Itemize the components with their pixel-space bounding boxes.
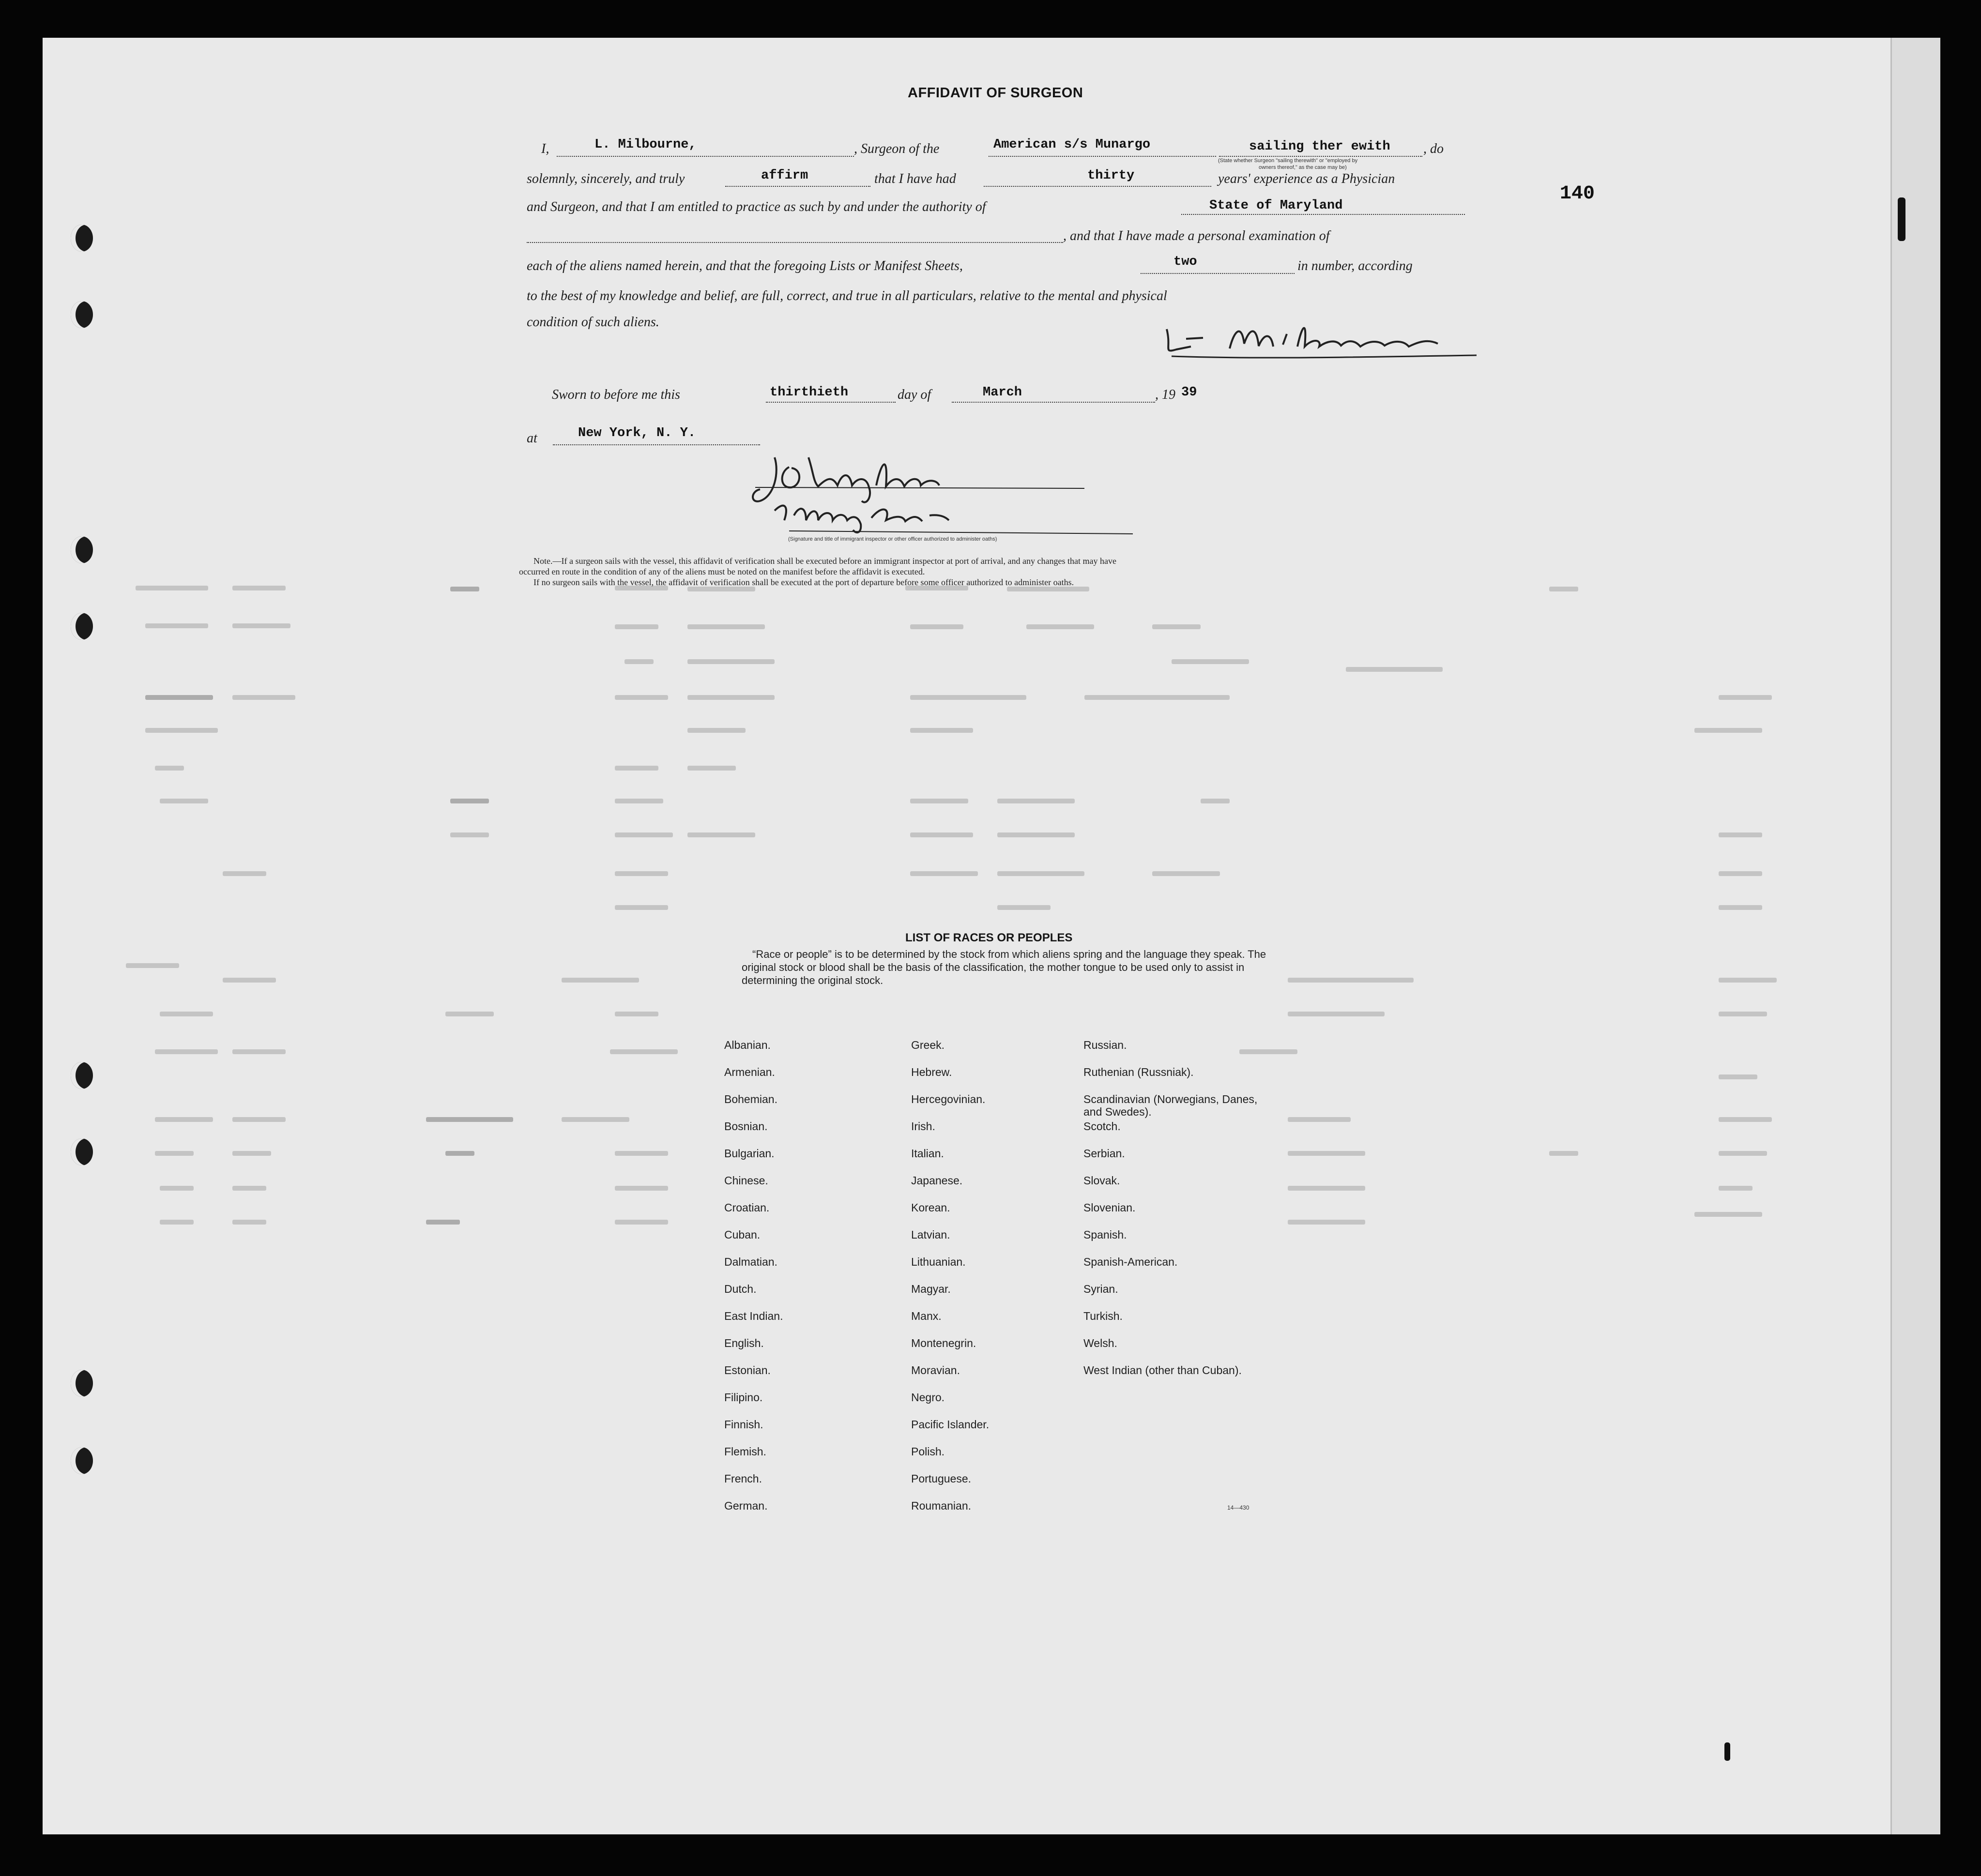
ink-mark [1724, 1742, 1730, 1761]
races-column-3 [1083, 1039, 1263, 1391]
binder-hole [71, 301, 93, 328]
race-item: Flemish. [724, 1445, 766, 1458]
race-item: Ruthenian (Russniak). [1083, 1066, 1194, 1078]
race-item: Greek. [911, 1039, 945, 1051]
race-item: Scandinavian (Norwegians, Danes, and Swedes). [1083, 1093, 1258, 1118]
affidavit-text: to the best of my knowledge and belief, are full, correct, and true in all particulars, relative to the mental and physical [527, 288, 1167, 303]
race-item: French. [724, 1472, 762, 1485]
affidavit-text: I, [541, 141, 549, 156]
authority-line [1181, 214, 1465, 215]
affidavit-text: , 19 [1155, 387, 1175, 402]
surgeon-status: sailing ther ewith [1249, 139, 1390, 154]
affidavit-text: that I have had [874, 171, 956, 186]
race-item: Filipino. [724, 1391, 763, 1404]
ink-mark [1898, 197, 1905, 241]
affidavit-text: day of [898, 387, 931, 402]
race-item: Cuban. [724, 1228, 761, 1241]
authority-continuation-line [527, 242, 1063, 243]
affidavit-text: , Surgeon of the [854, 141, 940, 156]
surgeon-signature [1157, 315, 1486, 363]
sailing-line [1219, 156, 1422, 157]
sworn-month: March [983, 385, 1022, 400]
status-instruction: (State whether Surgeon "sailing therewith" or "employed by [1218, 158, 1358, 164]
sheets-line [1141, 273, 1295, 274]
race-item: Serbian. [1083, 1147, 1125, 1160]
race-item: Slovak. [1083, 1174, 1120, 1187]
race-item: Bosnian. [724, 1120, 768, 1133]
affidavit-text: , and that I have made a personal examination of [1063, 228, 1330, 243]
race-item: Polish. [911, 1445, 945, 1458]
inspector-signature [746, 443, 1143, 540]
years-line [984, 186, 1211, 187]
race-item: Estonian. [724, 1364, 771, 1377]
month-line [952, 402, 1155, 403]
affidavit-text: in number, according [1297, 258, 1413, 273]
race-item: Montenegrin. [911, 1337, 976, 1349]
binder-hole [71, 1138, 93, 1165]
sworn-day: thirthieth [770, 385, 849, 400]
affidavit-note: If no surgeon sails with the vessel, the affidavit of verification shall be executed at the port of departure before some officer authorized to administer oaths. [533, 577, 1074, 587]
binder-hole [71, 1370, 93, 1397]
day-line [766, 402, 896, 403]
affidavit-text: years' experience as a Physician [1218, 171, 1395, 186]
race-item: Magyar. [911, 1283, 951, 1295]
place-line [553, 444, 760, 445]
years-experience: thirty [1087, 168, 1135, 183]
sworn-year: 39 [1181, 385, 1197, 400]
race-item: Spanish. [1083, 1228, 1127, 1241]
race-item: West Indian (other than Cuban). [1083, 1364, 1242, 1377]
race-item: Spanish-American. [1083, 1256, 1178, 1268]
race-item: Turkish. [1083, 1310, 1123, 1322]
affidavit-text: Sworn to before me this [552, 387, 680, 402]
affidavit-text: and Surgeon, and that I am entitled to practice as such by and under the authority of [527, 199, 986, 214]
race-item: Italian. [911, 1147, 944, 1160]
authority-state: State of Maryland [1209, 198, 1343, 213]
sworn-place: New York, N. Y. [578, 426, 696, 440]
page-edge [1890, 38, 1940, 1834]
sheets-count: two [1173, 255, 1197, 269]
binder-hole [71, 536, 93, 563]
binder-hole [71, 613, 93, 640]
affidavit-text: , do [1423, 141, 1444, 156]
race-item: Scotch. [1083, 1120, 1121, 1133]
races-column-1 [724, 1039, 783, 1527]
race-item: Portuguese. [911, 1472, 972, 1485]
race-item: English. [724, 1337, 764, 1349]
affidavit-title: AFFIDAVIT OF SURGEON [908, 85, 1083, 101]
vessel-line [989, 156, 1216, 157]
surgeon-name: L. Milbourne, [594, 137, 697, 152]
affirm-word: affirm [761, 168, 808, 183]
race-item: Slovenian. [1083, 1201, 1136, 1214]
race-item: Dutch. [724, 1283, 757, 1295]
race-item: Manx. [911, 1310, 942, 1322]
race-item: Albanian. [724, 1039, 771, 1051]
race-item: Korean. [911, 1201, 950, 1214]
race-item: Lithuanian. [911, 1256, 966, 1268]
race-item: Bohemian. [724, 1093, 777, 1105]
race-item: Russian. [1083, 1039, 1127, 1051]
affidavit-note: Note.—If a surgeon sails with the vessel, this affidavit of verification shall be executed before an immigrant inspector at port of arrival, and any changes that may have [533, 556, 1116, 566]
form-number: 14—430 [1227, 1504, 1250, 1511]
race-item: Dalmatian. [724, 1256, 777, 1268]
affidavit-text: solemnly, sincerely, and truly [527, 171, 685, 186]
vessel-name: American s/s Munargo [993, 137, 1151, 152]
race-item: Chinese. [724, 1174, 768, 1187]
race-item: Latvian. [911, 1228, 950, 1241]
race-item: Pacific Islander. [911, 1418, 990, 1431]
races-intro-text: “Race or people” is to be determined by the stock from which aliens spring and the language they speak. The original stock or blood shall be the basis of the classification, the mother tongue to be used only to assist in determining the original stock. [742, 948, 1266, 986]
race-item: Bulgarian. [724, 1147, 775, 1160]
race-item: Roumanian. [911, 1499, 972, 1512]
race-item: Hebrew. [911, 1066, 952, 1078]
affidavit-text: at [527, 431, 537, 446]
binder-hole [71, 225, 93, 252]
race-item: Hercegovinian. [911, 1093, 986, 1105]
affidavit-text: condition of such aliens. [527, 315, 659, 330]
races-title: LIST OF RACES OR PEOPLES [905, 931, 1073, 944]
races-intro [742, 948, 1284, 987]
race-item: Irish. [911, 1120, 935, 1133]
races-column-2 [911, 1039, 989, 1527]
race-item: Moravian. [911, 1364, 960, 1377]
race-item: Welsh. [1083, 1337, 1117, 1349]
signature-caption: (Signature and title of immigrant inspector or other officer authorized to administer oaths) [788, 536, 997, 542]
page-number: 140 [1560, 183, 1595, 205]
surgeon-name-line [557, 156, 854, 157]
race-item: Negro. [911, 1391, 945, 1404]
affidavit-note: occurred en route in the condition of any of the aliens must be noted on the manifest before the affidavit is executed. [519, 567, 925, 576]
race-item: German. [724, 1499, 768, 1512]
race-item: Syrian. [1083, 1283, 1118, 1295]
binder-hole [71, 1062, 93, 1089]
affidavit-text: each of the aliens named herein, and that the foregoing Lists or Manifest Sheets, [527, 258, 963, 273]
race-item: Finnish. [724, 1418, 763, 1431]
affirm-line [725, 186, 870, 187]
race-item: Japanese. [911, 1174, 963, 1187]
status-instruction: owners thereof," as the case may be) [1259, 165, 1347, 170]
race-item: Croatian. [724, 1201, 770, 1214]
binder-hole [71, 1447, 93, 1474]
race-item: Armenian. [724, 1066, 775, 1078]
race-item: East Indian. [724, 1310, 783, 1322]
